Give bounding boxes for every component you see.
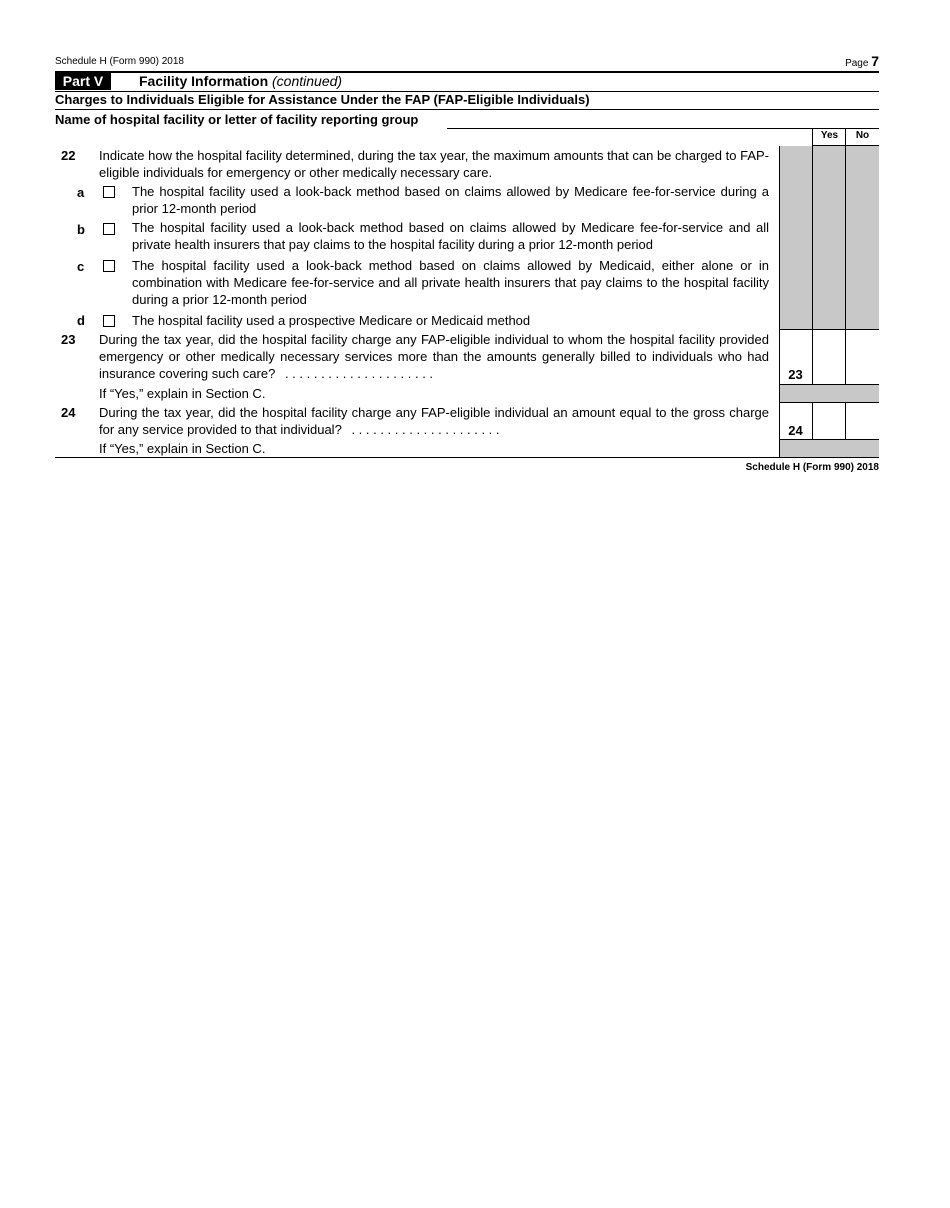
line22a-checkbox[interactable] — [103, 186, 115, 198]
line23-followup: If “Yes,” explain in Section C. — [99, 386, 266, 401]
line22b-checkbox[interactable] — [103, 223, 115, 235]
bottom-rule — [55, 457, 879, 458]
line23-yes-cell[interactable] — [812, 329, 845, 385]
line22c-checkbox[interactable] — [103, 260, 115, 272]
line22-question: Indicate how the hospital facility determined, during the tax year, the maximum amounts that can be charged to FAP-eligible individuals for emergency or other medically necessary care. — [99, 148, 769, 180]
line23-question — [99, 331, 769, 382]
section-title: Charges to Individuals Eligible for Assistance Under the FAP (FAP-Eligible Individuals) — [55, 92, 590, 107]
line24-text: During the tax year, did the hospital facility charge any FAP-eligible individual an amount equal to the gross charge for any service provided to that individual? — [99, 405, 769, 437]
line23-box-label: 23 — [788, 367, 803, 382]
line24-leader-dots: . . . . . . . . . . . . . . . . . . . . . — [351, 422, 500, 437]
line22-shaded-area — [779, 146, 879, 329]
part-title-suffix: (continued) — [272, 73, 343, 89]
line23-followup-shaded — [780, 385, 879, 403]
line22d-text: The hospital facility used a prospective Medicare or Medicaid method — [132, 313, 531, 328]
line24-yes-cell[interactable] — [812, 403, 845, 440]
line24-followup-shaded — [780, 440, 879, 457]
line24-followup: If “Yes,” explain in Section C. — [99, 441, 266, 456]
part-title-text: Facility Information — [139, 73, 269, 89]
line22c-text: The hospital facility used a look-back method based on claims allowed by Medicaid, either alone or in combination with Medicare fee-for-service and all private health insurers that pay claims to the hospital facility during a prior 12-month period — [132, 258, 769, 307]
column-divider-1 — [779, 146, 780, 457]
part-title — [139, 73, 342, 90]
line24-box-label: 24 — [788, 423, 803, 438]
line22a-letter: a — [77, 185, 85, 200]
line22c-letter: c — [77, 259, 85, 274]
facility-name-field[interactable] — [447, 111, 879, 129]
line23-no-cell[interactable] — [845, 329, 879, 385]
yes-column-header: Yes — [812, 128, 846, 146]
line22d-checkbox[interactable] — [103, 315, 115, 327]
page-number: 7 — [871, 53, 879, 69]
line24-question — [99, 404, 769, 438]
form-reference: Schedule H (Form 990) 2018 — [55, 56, 184, 67]
footer-form-reference: Schedule H (Form 990) 2018 — [745, 462, 879, 473]
line22a-text: The hospital facility used a look-back method based on claims allowed by Medicare fee-for-service during a prior 12-month period — [132, 184, 769, 216]
line22b-text: The hospital facility used a look-back method based on claims allowed by Medicare fee-for-service and all private health insurers that pay claims to the hospital facility during a prior 12-month period — [132, 220, 769, 252]
line23-number: 23 — [61, 332, 76, 347]
page-indicator — [845, 53, 879, 69]
line24-no-cell[interactable] — [845, 403, 879, 440]
no-column-header: No — [845, 128, 879, 146]
page-label: Page — [845, 58, 869, 69]
part-label: Part V — [55, 73, 111, 90]
line22-number: 22 — [61, 148, 76, 163]
line22d-letter: d — [77, 313, 85, 328]
line23-text: During the tax year, did the hospital facility charge any FAP-eligible individual to whom the hospital facility provided emergency or other medically necessary services more than the amounts generally billed to individuals who had insurance covering such care? — [99, 332, 769, 381]
line23-leader-dots: . . . . . . . . . . . . . . . . . . . . . — [284, 366, 434, 381]
facility-name-label: Name of hospital facility or letter of facility reporting group — [55, 112, 419, 127]
line24-number: 24 — [61, 405, 76, 420]
line22b-letter: b — [77, 222, 85, 237]
section-rule — [55, 109, 879, 110]
